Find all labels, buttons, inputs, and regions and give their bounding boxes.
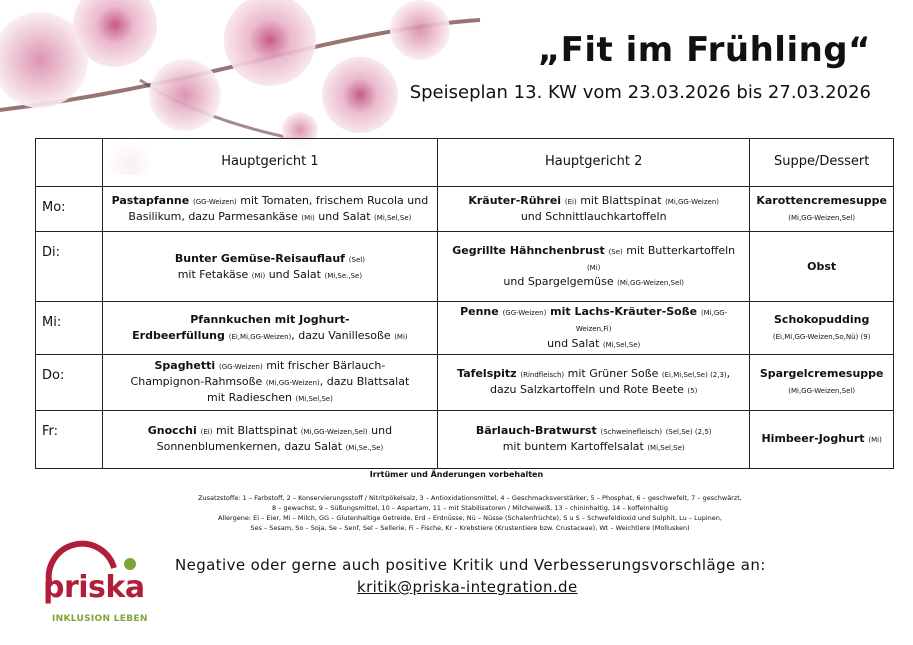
- main-dish-2-cell: [438, 232, 750, 302]
- day-label: Mo:: [36, 187, 103, 232]
- allergen-code: (Mi,Sel,Se): [374, 214, 412, 222]
- allergen-code: (Mi,GG-Weizen,Sel): [788, 387, 856, 396]
- allergen-code: (Mi,Sel,Se): [602, 340, 641, 349]
- day-label: Do:: [36, 354, 103, 410]
- allergen-code: (Sel): [348, 255, 365, 264]
- allergen-code: (Rindfleisch): [520, 371, 565, 380]
- dish-text: mit Lachs-Kräuter-Soße: [546, 305, 701, 318]
- dish-text: und Salat: [265, 267, 325, 281]
- table-row: [36, 187, 894, 232]
- main-dish-1-cell: [102, 302, 437, 355]
- allergen-code: (Mi,GG-Weizen,Fi): [575, 309, 728, 333]
- dish-text: Gegrillte Hähnchenbrust: [452, 243, 609, 257]
- allergen-code: (Mi,Sel,Se): [647, 444, 685, 453]
- main-dish-2-cell: [438, 187, 750, 232]
- logo-tagline: INKLUSION LEBEN: [52, 614, 148, 624]
- table-header-row: [36, 139, 894, 187]
- allergen-code: (GG-Weizen): [193, 198, 237, 207]
- dish-text: Obst: [807, 259, 837, 273]
- main-dish-1-cell: [102, 187, 437, 232]
- main-dish-2-cell: [438, 354, 750, 410]
- dish-text: und Spargelgemüse: [503, 275, 618, 289]
- page-title: „Fit im Frühling“: [537, 30, 871, 70]
- main-dish-1-cell: [102, 232, 437, 302]
- main-dish-2-cell: [438, 410, 750, 468]
- allergen-code: (Mi): [868, 436, 882, 445]
- feedback-text: Negative oder gerne auch positive Kritik und Verbesserungsvorschläge an:: [175, 556, 766, 574]
- dish-text: dazu Salzkartoffeln und Rote Beete: [490, 383, 688, 397]
- allergen-code: (GG-Weizen): [218, 363, 263, 372]
- allergen-code: (GG-Weizen): [502, 309, 547, 317]
- soup-dessert-cell: [750, 187, 894, 232]
- menu-table: [35, 138, 894, 469]
- allergen-code: (Mi,GG-Weizen,Sel): [617, 279, 684, 288]
- main-dish-1-cell: [102, 354, 437, 410]
- allergen-code: (Mi,Se.,Se): [324, 271, 363, 280]
- dish-text: Schokopudding: [774, 312, 870, 326]
- dish-text: Bunter Gemüse-Reisauflauf: [174, 251, 349, 265]
- allergen-code: (Ei): [564, 198, 577, 207]
- dish-text: Spaghetti: [154, 359, 219, 373]
- allergen-code: (Mi,GG-Weizen): [665, 198, 720, 207]
- column-header-main-2: Hauptgericht 2: [438, 139, 750, 187]
- dish-text: mit Fetakäse: [177, 267, 252, 281]
- dish-text: Kräuter-Rührei: [468, 194, 565, 208]
- dish-text: Champignon-Rahmsoße: [130, 375, 266, 389]
- additives-line-2: 8 – gewachst, 9 – Süßungsmittel, 10 – Aspartam, 11 – mit Stabilisatoren / Milcheiweiß, 13 – chininhaltig, 14 – koffeinhaltig: [272, 504, 668, 513]
- dish-text: mit Butterkartoffeln: [622, 243, 736, 257]
- dish-text: und: [367, 424, 393, 438]
- dish-text: mit Tomaten, frischem Rucola und: [236, 194, 429, 208]
- dish-text: mit Radieschen: [206, 391, 296, 405]
- day-label: Di:: [36, 232, 103, 302]
- column-header-soup-dessert: Suppe/Dessert: [750, 139, 894, 187]
- dish-text: Sonnenblumenkernen, dazu Salat: [156, 440, 346, 454]
- allergen-code: (Mi): [251, 271, 266, 280]
- allergen-code: (Mi,Se.,Se): [345, 444, 384, 453]
- soup-dessert-cell: [750, 410, 894, 468]
- dish-text: mit Grüner Soße: [564, 367, 662, 381]
- logo-wordmark: priska: [43, 570, 145, 605]
- dish-text: Basilikum, dazu Parmesankäse: [128, 210, 302, 223]
- dish-text: und Schnittlauchkartoffeln: [520, 210, 667, 223]
- column-header-main-1: Hauptgericht 1: [102, 139, 437, 187]
- allergen-code: (Schweinefleisch): [600, 428, 663, 437]
- main-dish-2-cell: [438, 302, 750, 355]
- dish-text: Tafelspitz: [457, 367, 521, 381]
- additives-line-1: Zusatzstoffe: 1 – Farbstoff, 2 – Konservierungsstoff / Nitritpökelsalz, 3 – Antioxidationsmittel, 4 – Geschmacksverstärker, 5 – Phosphat, 6 – geschwefelt, 7 – geschwärzt,: [198, 494, 742, 502]
- table-row: [36, 354, 894, 410]
- dish-text: Pastapfanne: [111, 194, 194, 208]
- dish-text: , dazu Blattsalat: [319, 375, 410, 389]
- dish-text: Pfannkuchen mit Joghurt-: [190, 312, 350, 326]
- main-dish-1-cell: [102, 410, 437, 468]
- dish-text: und Salat: [547, 336, 603, 350]
- allergen-code: (Mi): [586, 263, 601, 272]
- feedback-email-link[interactable]: kritik@priska-integration.de: [357, 578, 578, 596]
- dish-text: mit frischer Bärlauch-: [262, 359, 386, 373]
- allergen-code: (Ei,Mi,Sel,Se) (2,3): [661, 371, 727, 380]
- day-label: Fr:: [36, 410, 103, 468]
- dish-text: ,: [726, 367, 731, 381]
- table-row: [36, 302, 894, 355]
- allergens-line-1: Allergene: Ei – Eier, Mi – Milch, GG – Glutenhaltige Getreide, Erd – Erdnüsse, Nü – Nüsse (Schalenfrüchte), S u S – Schwefeldioxid und Sulphit, Lu – Lupinen,: [218, 514, 722, 523]
- dish-text: Spargelcremesuppe: [759, 367, 884, 381]
- column-header-day: [36, 139, 103, 187]
- dish-text: Himbeer-Joghurt: [761, 432, 869, 446]
- day-label: Mi:: [36, 302, 103, 355]
- allergen-code: (Ei,Mi,GG-Weizen): [228, 332, 292, 341]
- dish-text: Bärlauch-Bratwurst: [475, 424, 601, 438]
- table-row: [36, 232, 894, 302]
- dish-text: Gnocchi: [147, 424, 201, 438]
- dish-text: und Salat: [314, 210, 375, 223]
- dish-text: , dazu Vanillesoße: [291, 328, 395, 342]
- allergen-code: (Mi,GG-Weizen): [265, 379, 320, 388]
- disclaimer: Irrtümer und Änderungen vorbehalten: [369, 470, 544, 479]
- soup-dessert-cell: [750, 232, 894, 302]
- allergen-code: (Mi): [301, 214, 315, 222]
- soup-dessert-cell: [750, 354, 894, 410]
- allergen-code: (Ei,Mi,GG-Weizen,So,Nü) (9): [772, 332, 871, 341]
- allergen-code: (Mi,GG-Weizen,Sel): [788, 214, 856, 222]
- dish-text: Erdbeerfüllung: [132, 328, 229, 342]
- table-row: [36, 410, 894, 468]
- allergen-code: (Mi,Sel,Se): [295, 395, 333, 404]
- allergen-code: (Mi,GG-Weizen,Sel): [300, 428, 368, 437]
- allergen-code: (Se): [608, 247, 623, 256]
- allergen-code: (Sel,Se) (2,5): [665, 428, 712, 437]
- additives-legend: [110, 493, 830, 533]
- allergens-line-2: Ses – Sesam, So – Soja, Se – Senf, Sel – Sellerie, Fi – Fische, Kr – Krebstiere (Krustentiere bzw. Crustaceae), Wt – Weichtiere (Mollusken): [250, 524, 690, 533]
- soup-dessert-cell: [750, 302, 894, 355]
- dish-text: mit buntem Kartoffelsalat: [502, 440, 648, 454]
- dish-text: Penne: [460, 305, 503, 318]
- dish-text: mit Blattspinat: [212, 424, 301, 438]
- allergen-code: (5): [687, 387, 698, 396]
- dish-text: Karottencremesuppe: [756, 194, 887, 208]
- allergen-code: (Ei): [200, 428, 213, 437]
- allergen-code: (Mi): [394, 332, 408, 341]
- page-subtitle: Speiseplan 13. KW vom 23.03.2026 bis 27.03.2026: [409, 82, 871, 103]
- dish-text: mit Blattspinat: [576, 194, 666, 208]
